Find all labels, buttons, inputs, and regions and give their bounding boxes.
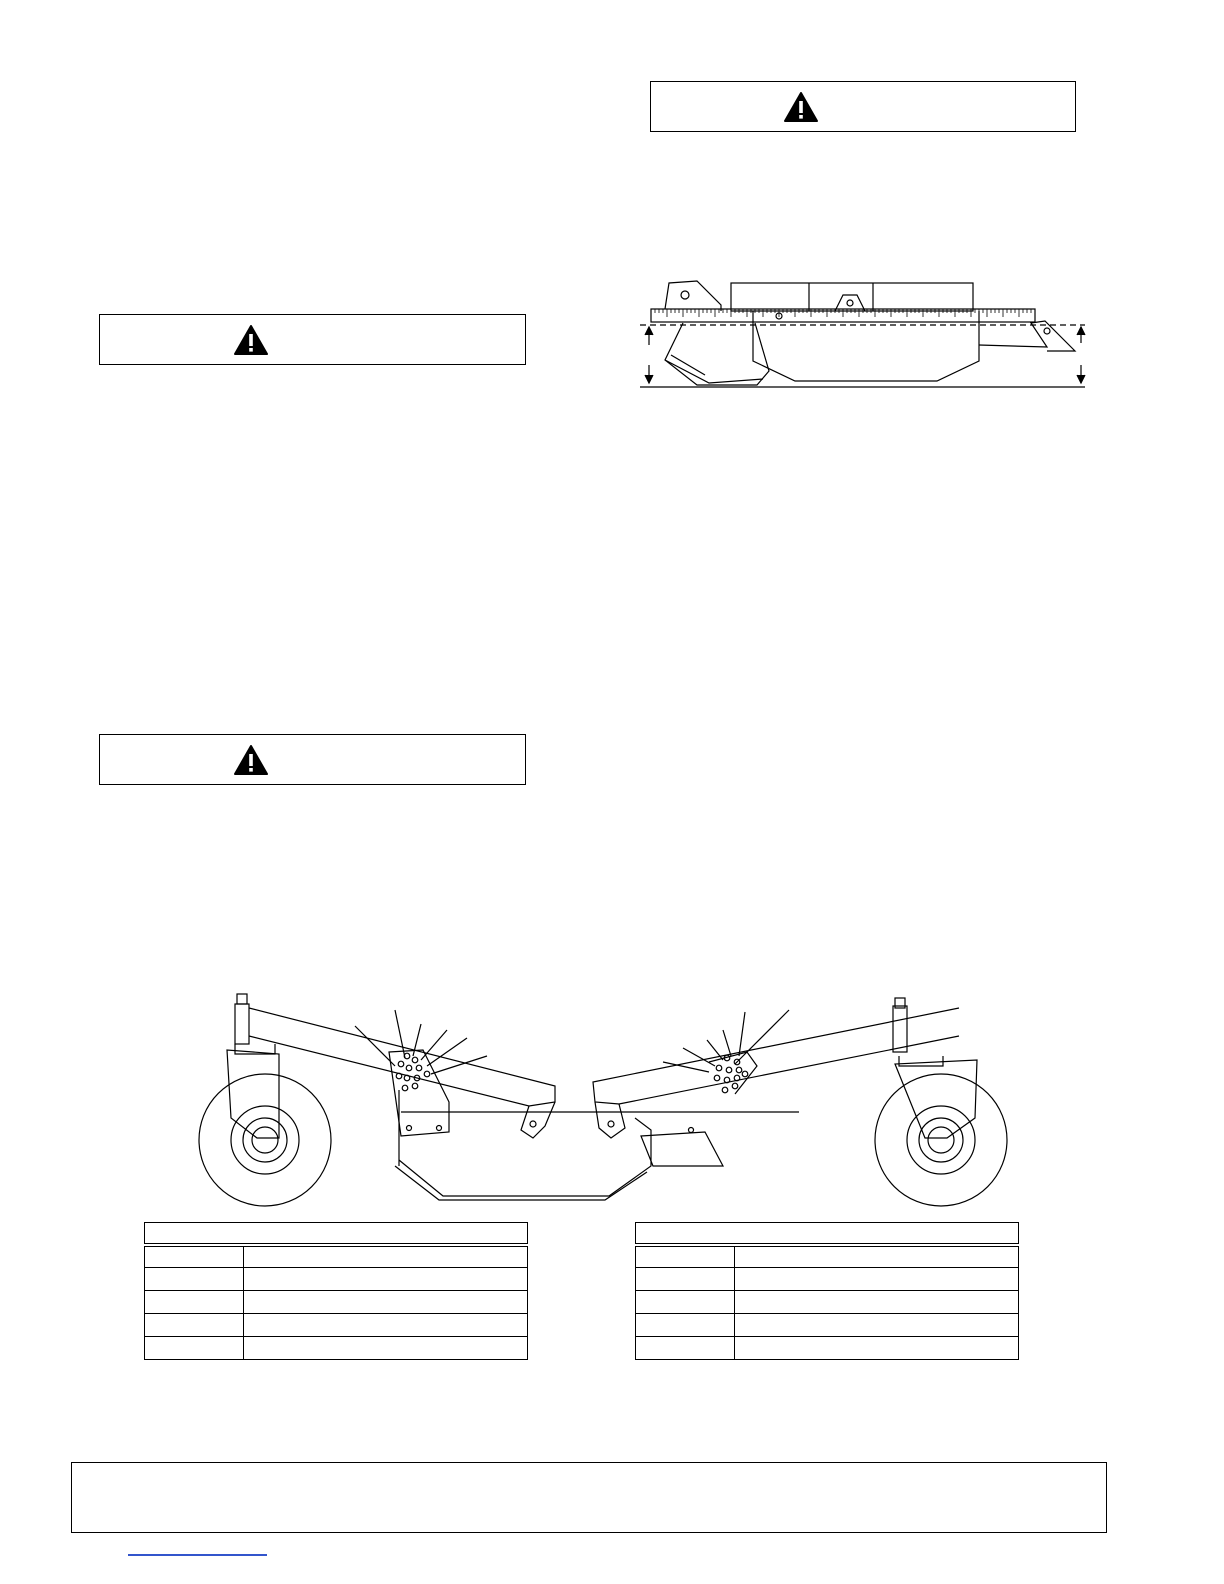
table-cell [636,1268,735,1291]
table-cell [145,1268,244,1291]
table-row [636,1314,1019,1337]
table-cell [244,1291,528,1314]
table-cell [735,1314,1019,1337]
table-cell [735,1268,1019,1291]
warning-triangle-icon [233,744,269,776]
table-row [145,1337,528,1360]
warning-box-left-1 [99,314,526,365]
table-cell [244,1268,528,1291]
table-row [145,1291,528,1314]
table-cell [145,1314,244,1337]
table-cell [244,1337,528,1360]
page-link[interactable] [128,1554,267,1556]
table-cell [145,1337,244,1360]
table-cell [735,1291,1019,1314]
right-height-table [635,1222,1019,1360]
table-row [145,1314,528,1337]
footer-note-box [71,1462,1107,1533]
table-cell [636,1314,735,1337]
table-cell [636,1337,735,1360]
table-header [145,1223,528,1245]
table-cell [145,1245,244,1268]
table-cell [735,1337,1019,1360]
cutting-height-measurement-diagram [635,275,1090,395]
warning-box-top [650,81,1076,132]
table-cell [244,1314,528,1337]
mower-front-view-diagram [195,990,1015,1210]
table-row [145,1268,528,1291]
table-cell [636,1291,735,1314]
table-cell [145,1291,244,1314]
table-row [145,1245,528,1268]
warning-box-left-2 [99,734,526,785]
warning-triangle-icon [233,324,269,356]
table-cell [636,1245,735,1268]
table-row [636,1337,1019,1360]
left-height-table [144,1222,528,1360]
table-row [636,1268,1019,1291]
table-row [636,1291,1019,1314]
table-header [636,1223,1019,1245]
warning-triangle-icon [783,91,819,123]
table-cell [244,1245,528,1268]
table-row [636,1245,1019,1268]
table-cell [735,1245,1019,1268]
